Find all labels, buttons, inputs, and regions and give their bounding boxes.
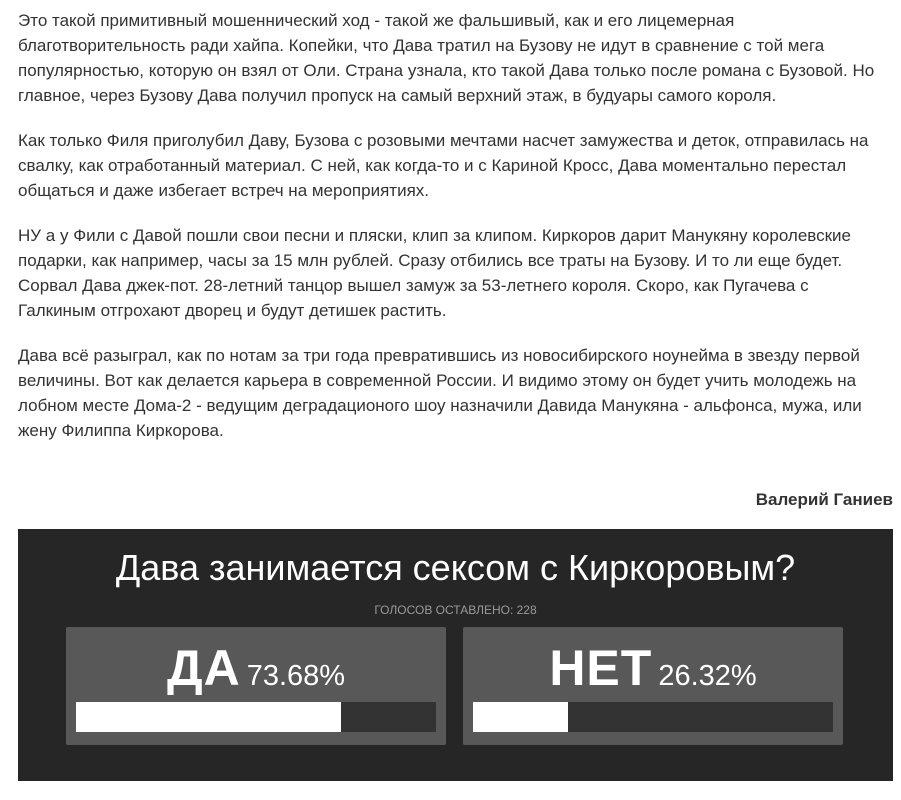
poll-option-percent: 26.32%: [658, 660, 757, 692]
poll-question: Дава занимается сексом с Киркоровым?: [115, 547, 796, 588]
article-paragraph: Дава всё разыграл, как по нотам за три года превратившись из новосибирского ноунейма в звезду первой величины. Вот как делается карьера в современной России. И видимо этому он будет учить молодежь на лобном месте Дома-2 - ведущим деградационого шоу назначили Давида Манукяна - альфонса, мужа, или жену Филиппа Киркорова.: [18, 346, 862, 440]
article-author: Валерий Ганиев: [755, 490, 893, 509]
poll-widget: [18, 529, 893, 781]
article-paragraph: Это такой примитивный мошеннический ход - такой же фальшивый, как и его лицемерная благотворительность ради хайпа. Копейки, что Дава тратил на Бузову не идут в сравнение с той мега популярностью, которую он взял от Оли. Страна узнала, кто такой Дава только после романа с Бузовой. Но главное, через Бузову Дава получил пропуск на самый верхний этаж, в будуары самого короля.: [18, 11, 875, 105]
poll-progress-track: [473, 702, 833, 732]
poll-option-header: [66, 639, 446, 697]
poll-option-yes[interactable]: [66, 627, 446, 745]
poll-option-label: ДА: [166, 640, 241, 696]
article-body: [18, 8, 890, 463]
poll-option-label: НЕТ: [549, 640, 653, 696]
article-paragraph: НУ а у Фили с Давой пошли свои песни и пляски, клип за клипом. Киркоров дарит Манукяну королевские подарки, как например, часы за 15 млн рублей. Сразу отбились все траты на Бузову. И то ли еще будет. Сорвал Дава джек-пот. 28-летний танцор вышел замуж за 53-летнего короля. Скоро, как Пугачева с Галкиным отгрохают дворец и будут детишек растить.: [18, 226, 851, 320]
poll-vote-count: ГОЛОСОВ ОСТАВЛЕНО: 228: [374, 603, 537, 617]
article-paragraph: Как только Филя приголубил Даву, Бузова с розовыми мечтами насчет замужества и деток, отправилась на свалку, как отработанный материал. С ней, как когда-то и с Кариной Кросс, Дава моментально перестал общаться и даже избегает встреч на мероприятиях.: [18, 131, 869, 200]
poll-option-no[interactable]: [463, 627, 843, 745]
poll-progress-fill: [76, 702, 341, 732]
poll-progress-fill: [473, 702, 568, 732]
poll-option-header: [463, 639, 843, 697]
poll-progress-track: [76, 702, 436, 732]
poll-option-percent: 73.68%: [246, 660, 346, 692]
